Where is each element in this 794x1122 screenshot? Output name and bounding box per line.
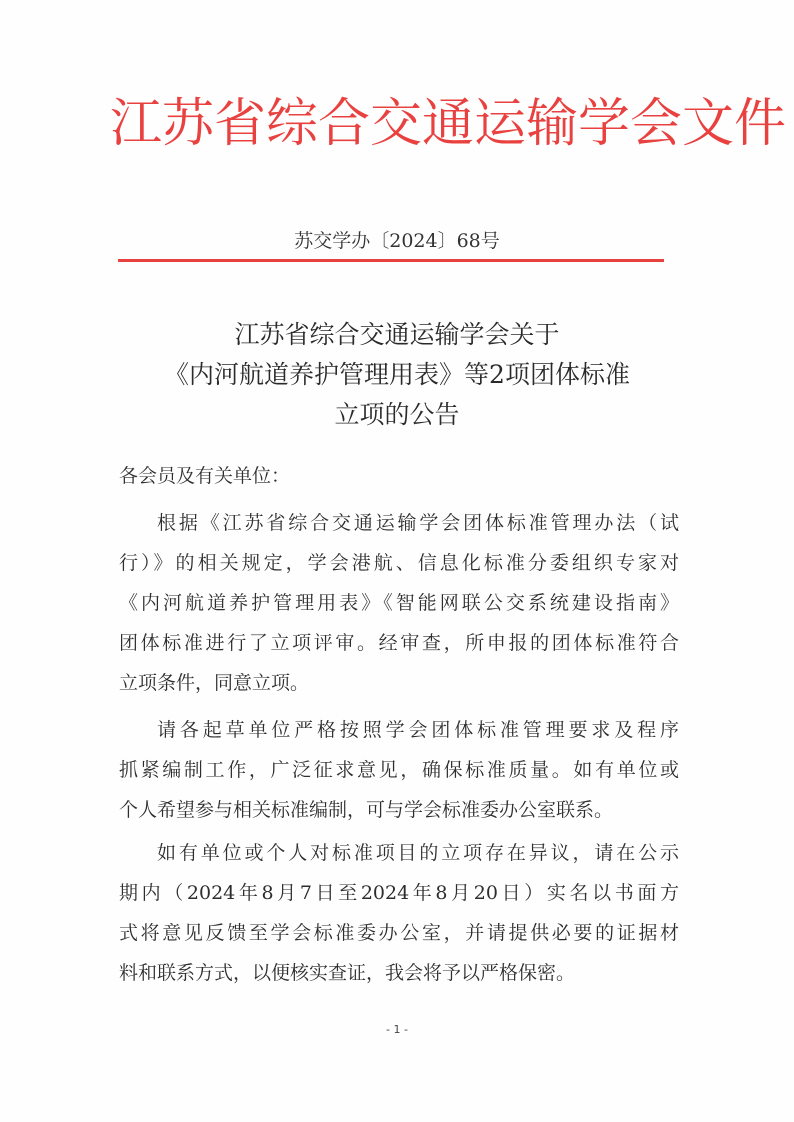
paragraph-line: 根据《江苏省综合交通运输学会团体标准管理办法（试 xyxy=(157,512,679,534)
paragraph-1 xyxy=(119,503,679,703)
paragraph-line: 料和联系方式，以便核实查证，我会将予以严格保密。 xyxy=(119,962,576,984)
paragraph-line: 行）》的相关规定，学会港航、信息化标准分委组织专家对 xyxy=(119,552,679,574)
paragraph-3 xyxy=(119,833,679,993)
red-divider-line xyxy=(118,259,664,262)
paragraph-line: 个人希望参与相关标准编制，可与学会标准委办公室联系。 xyxy=(119,799,614,821)
paragraph-line: 立项条件，同意立项。 xyxy=(119,672,310,694)
document-number: 苏交学办〔2024〕68号 xyxy=(294,230,500,252)
paragraph-line: 抓紧编制工作，广泛征求意见，确保标准质量。如有单位或 xyxy=(119,759,679,781)
paragraph-line: 团体标准进行了立项评审。经审查，所申报的团体标准符合 xyxy=(119,632,679,654)
title-line-3: 立项的公告 xyxy=(334,400,460,429)
paragraph-line: 《内河航道养护管理用表》《智能网联公交系统建设指南》 xyxy=(119,592,679,614)
paragraph-2 xyxy=(119,710,679,830)
paragraph-line: 如有单位或个人对标准项目的立项存在异议，请在公示 xyxy=(157,842,679,864)
paragraph-line: 期内（2024年8月7日至2024年8月20日）实名以书面方 xyxy=(119,882,679,904)
salutation: 各会员及有关单位： xyxy=(119,465,291,487)
announcement-title xyxy=(90,315,704,435)
page-number: - 1 - xyxy=(386,1023,408,1036)
masthead-title: 江苏省综合交通运输学会文件 xyxy=(110,94,787,154)
paragraph-line: 请各起草单位严格按照学会团体标准管理要求及程序 xyxy=(157,719,679,741)
paragraph-line: 式将意见反馈至学会标准委办公室，并请提供必要的证据材 xyxy=(119,922,679,944)
title-line-2: 《内河航道养护管理用表》等2项团体标准 xyxy=(164,360,630,389)
title-line-1: 江苏省综合交通运输学会关于 xyxy=(234,320,560,349)
